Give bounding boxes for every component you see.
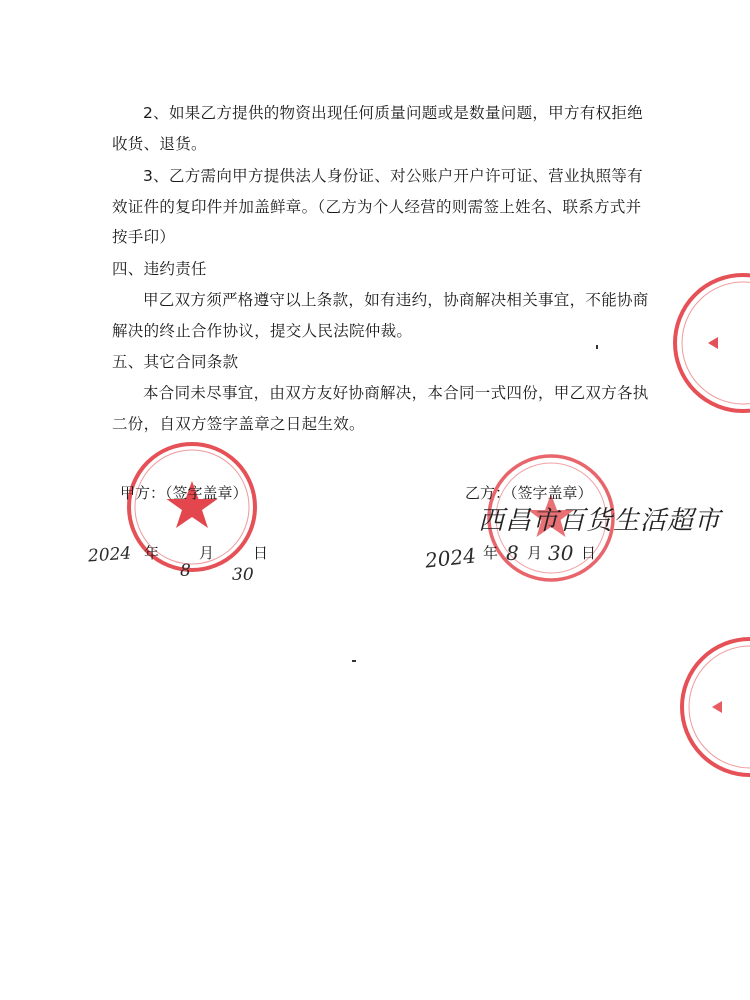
party-b-date-month-char: 月 xyxy=(527,544,543,562)
clause-3: 3、乙方需向甲方提供法人身份证、对公账户开户许可证、营业执照等有效证件的复印件并加盖鲜章。（乙方为个人经营的则需签上姓名、联系方式并按手印） xyxy=(112,167,643,246)
party-b-date-day-char: 日 xyxy=(581,544,597,562)
party-a-date-year-char: 年 xyxy=(144,544,160,562)
section-5-heading: 五、其它合同条款 xyxy=(112,353,239,371)
section-4-body: 甲乙双方须严格遵守以上条款，如有违约，协商解决相关事宜，不能协商解决的终止合作协议，提交人民法院仲裁。 xyxy=(112,291,649,340)
party-a-date-day: 30 xyxy=(232,565,254,585)
party-b-date-day: 30 xyxy=(548,541,574,565)
scan-speck xyxy=(596,345,598,349)
party-a-date-month: 8 xyxy=(180,561,191,581)
party-b-label: 乙方：（签字盖章） xyxy=(465,484,593,502)
edge-seal-right xyxy=(648,268,750,418)
party-b-date-year-char: 年 xyxy=(483,544,499,562)
section-4-heading: 四、违约责任 xyxy=(112,260,207,278)
party-b-date-year: 2024 xyxy=(423,543,478,573)
party-a-date-year: 2024 xyxy=(87,543,132,567)
section-5-body: 本合同未尽事宜，由双方友好协商解决，本合同一式四份，甲乙双方各执二份，自双方签字盖章之日起生效。 xyxy=(112,384,649,433)
edge-seal-right-lower xyxy=(660,632,750,782)
party-a-date-month-char: 月 xyxy=(199,544,215,562)
party-a-date-day-char: 日 xyxy=(253,544,269,562)
party-b-date-month: 8 xyxy=(506,541,519,565)
party-a-seal xyxy=(122,437,262,577)
clause-2: 2、如果乙方提供的物资出现任何质量问题或是数量问题，甲方有权拒绝收货、退货。 xyxy=(112,104,643,153)
scan-speck xyxy=(352,660,356,662)
party-a-label: 甲方：（签字盖章） xyxy=(120,484,248,502)
party-b-handwritten-signature: 西昌市百货生活超市 xyxy=(478,506,722,536)
